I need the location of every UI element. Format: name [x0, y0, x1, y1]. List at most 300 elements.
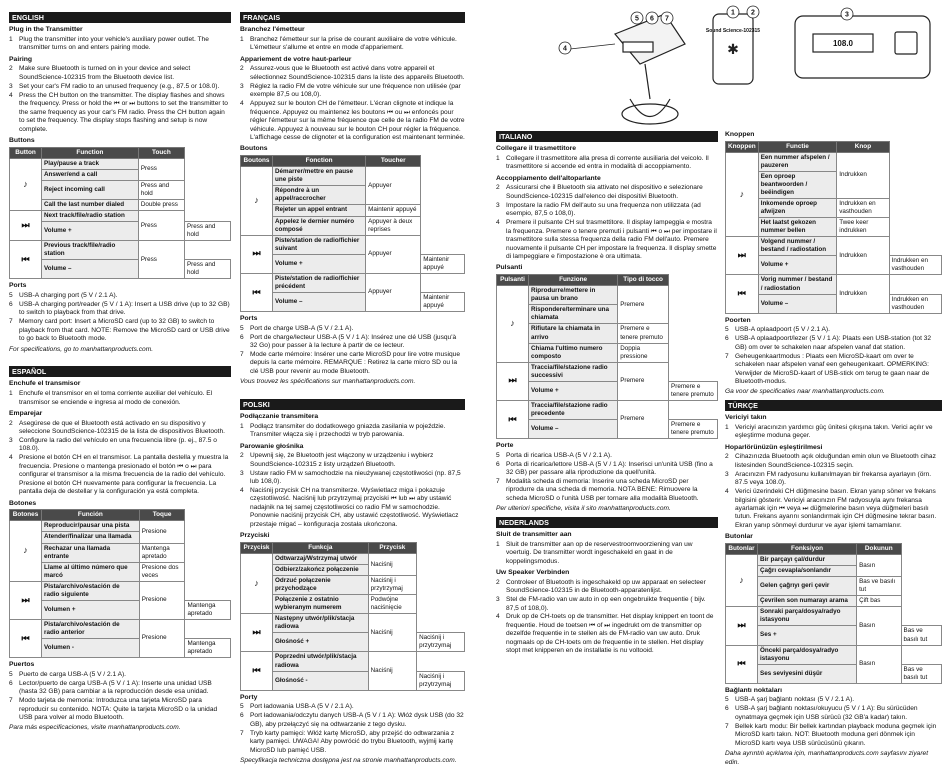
callout-5: 5	[635, 15, 639, 23]
subheading: Hoparlörünüzün eşleştirilmesi	[725, 443, 823, 451]
table-row	[10, 521, 231, 532]
callout-3: 3	[845, 11, 849, 19]
step-number: 3	[496, 596, 500, 604]
step-number: 4	[496, 613, 500, 621]
specifications-note: Specyfikacja techniczna dostępna jest na stronie manhattanproducts.com.	[240, 756, 457, 764]
step-item	[496, 579, 718, 596]
button-icon: ⏮	[497, 400, 529, 438]
table-header-row	[241, 156, 465, 167]
step-item	[240, 487, 465, 529]
table-row	[241, 186, 465, 205]
button-icon: ♪	[241, 554, 273, 614]
it.s4-steps	[496, 452, 718, 504]
table-header-cell: Boutons	[241, 156, 273, 167]
section-it	[496, 131, 718, 514]
touch-cell: Press and hold	[138, 180, 184, 199]
button-icon: ⏮	[726, 645, 758, 683]
table-header-cell: Pulsanti	[497, 275, 529, 286]
subheading: Branchez l'émetteur	[240, 26, 305, 34]
touch-cell: Basın	[857, 645, 901, 683]
step-text: Vericiyi aracınızın yardımcı güç ünitesi çıkışına takın. Verici açılır ve eşleştirme moduna geçer.	[735, 423, 933, 440]
step-number: 5	[240, 324, 244, 332]
step-item	[496, 219, 718, 261]
callout-7: 7	[665, 15, 669, 23]
touch-cell: Appuyer	[366, 167, 421, 205]
step-text: Presione el botón CH en el transmisor. La pantalla destella y muestra la frecuencia. Presione o mantenga presionado el botón ⏮ o ⏭ para configurar el transmisor a la misma frecuencia de la radio del vehículo. Presione el botón CH nuevamente para configurar la frecuencia. La pantalla deja de destellar y la configuración ya está completa.	[19, 454, 229, 496]
table-row	[497, 286, 718, 305]
function-cell: Piste/station de radio/fichier suivant	[273, 235, 366, 254]
step-text: Puerto de carga USB-A (5 V / 2.1 A).	[19, 670, 127, 678]
table-header-cell: Tipo di tocco	[618, 275, 669, 286]
step-number: 1	[240, 35, 244, 43]
function-cell: Głośność +	[273, 633, 369, 652]
step-text: Podłącz transmiter do dodatkowego gniazda zasilania w pojeździe. Transmiter włącza się i przechodzi w tryb parowania.	[250, 422, 446, 439]
touch-cell: Presione	[139, 521, 185, 543]
step-text: Bellek kartı modu: Bir bellek kartından playback moduna geçmek için MicroSD kartı takın. NOT: Bluetooth moduna geri dönmek için MicroSD kartı veya USB sürücüsünü çıkarın.	[735, 722, 937, 747]
table-row	[10, 532, 231, 543]
step-number: 7	[240, 729, 244, 737]
function-cell: Volume +	[273, 254, 366, 273]
table-row	[726, 645, 942, 664]
touch-cell: Doppia pressione	[618, 343, 669, 362]
function-cell: Rechazar una llamada entrante	[42, 543, 140, 562]
step-text: Upewnij się, że Bluetooth jest włączony w urządzeniu i wybierz SoundScience-102315 z listy urządzeń Bluetooth.	[250, 452, 434, 468]
button-icon: ⏭	[241, 235, 273, 273]
button-icon: ♪	[10, 158, 42, 210]
buttons-table	[496, 274, 718, 439]
table-header-cell: Toque	[139, 510, 185, 521]
language-header: ENGLISH	[9, 12, 231, 23]
fr.s1-steps	[240, 36, 465, 53]
step-text: Port de charge USB-A (5 V / 2.1 A).	[250, 324, 354, 332]
step-text: USB-A charging port/reader (5 V / 1 A): Insert a USB drive (up to 32 GB) to switch to playback from that drive.	[19, 301, 230, 317]
function-cell: Play/pause a track	[42, 158, 139, 169]
step-item	[496, 452, 718, 460]
subheading: Vericiyi takın	[725, 414, 767, 422]
button-icon: ⏭	[497, 362, 529, 400]
touch-cell: Presione	[139, 581, 185, 619]
touch-cell: Mantenga apretado	[185, 600, 231, 619]
table-row	[726, 664, 942, 683]
table-header-cell: Butonlar	[726, 543, 758, 554]
touch-cell: Presione dos veces	[139, 562, 185, 581]
table-row	[241, 614, 465, 633]
subheading: Porte	[496, 442, 514, 450]
table-row	[497, 381, 718, 400]
step-item	[9, 318, 231, 343]
callout-4: 4	[563, 45, 567, 53]
step-number: 1	[240, 422, 244, 430]
pl.s1-steps	[240, 423, 465, 440]
buttons-table	[725, 543, 942, 684]
table-header-row	[10, 510, 231, 521]
subheading: Parowanie głośnika	[240, 442, 304, 450]
touch-cell: Bas ve basılı tut	[857, 577, 901, 596]
subheading: Przyciski	[240, 532, 270, 540]
section-nl	[496, 517, 718, 656]
touch-cell: Indrukken	[837, 152, 889, 198]
step-item	[240, 65, 465, 82]
pl.s2-steps	[240, 452, 465, 529]
step-number: 2	[240, 452, 244, 460]
table-row	[10, 639, 231, 658]
step-item	[725, 488, 942, 530]
function-cell: Sonraki parça/dosya/radyo istasyonu	[758, 607, 857, 626]
touch-cell: Podwójne naciśnięcie	[368, 595, 416, 614]
radio-frequency-label: 108.0	[832, 39, 854, 48]
table-row	[497, 343, 718, 362]
table-row	[241, 235, 465, 254]
function-cell: Volumen -	[42, 639, 140, 658]
function-cell: Een nummer afspelen / pauzeren	[758, 152, 837, 171]
step-number: 5	[9, 670, 13, 678]
function-cell: Volume –	[42, 260, 139, 279]
touch-cell: Premere e tenere premuto	[669, 419, 718, 438]
table-header-row	[726, 543, 942, 554]
table-row	[726, 199, 942, 218]
function-cell: Volume +	[758, 256, 837, 275]
step-number: 2	[9, 65, 13, 73]
subheading: Sluit de transmitter aan	[496, 531, 572, 538]
step-number: 2	[240, 65, 244, 73]
pl.s4-steps	[240, 703, 465, 755]
table-row	[10, 581, 231, 600]
fr.s4-steps	[240, 325, 465, 377]
step-text: Make sure Bluetooth is turned on in your device and select SoundScience-102315 from the Bluetooth device list.	[19, 65, 191, 81]
language-header: ESPAÑOL	[9, 366, 231, 377]
touch-cell: Naciśnij	[368, 614, 416, 652]
nl.s2-steps	[496, 579, 718, 656]
table-row	[726, 566, 942, 577]
button-icon: ⏮	[241, 652, 273, 690]
function-cell: Volume –	[273, 292, 366, 311]
specifications-note: Per ulteriori specifiche, visita il sito manhattanproducts.com.	[496, 505, 671, 513]
buttons-table	[9, 147, 231, 280]
specifications-note: Daha ayrıntılı açıklama için, manhattanproducts.com sayfasını ziyaret edin.	[725, 750, 929, 766]
step-item	[9, 420, 231, 437]
step-item	[9, 671, 231, 679]
step-item	[725, 696, 942, 704]
function-cell: Vorig nummer / bestand / radiostation	[758, 275, 837, 294]
step-text: Premere il pulsante CH sul trasmettitore. Il display lampeggia e mostra la frequenza. Premere o tenere premuti i pulsanti ⏮ o ⏭ per impostare il trasmettitore sulla stessa frequenza della radio FM dell'auto. Premere nuovamente il pulsante CH per impostare la frequenza. Il display smette di lampeggiare e l'impostazione è ora ultimata.	[506, 219, 717, 260]
table-row	[10, 543, 231, 562]
step-text: Porta di ricarica USB-A (5 V / 2.1 A).	[506, 451, 612, 459]
step-number: 6	[240, 712, 244, 720]
step-text: Memory card port: Insert a MicroSD card (up to 32 GB) to switch to playback from that card. NOTE: Remove the MicroSD card or USB drive to go back to Bluetooth mode.	[19, 318, 230, 343]
step-item	[496, 541, 718, 566]
touch-cell: Indrukken	[837, 237, 889, 275]
specifications-note: Vous trouvez les spécifications sur manhattanproducts.com.	[240, 378, 416, 386]
table-header-cell: Funkcja	[273, 542, 369, 553]
step-item	[725, 326, 942, 334]
svg-text:✱: ✱	[727, 41, 739, 57]
function-cell: Rifiutare la chiamata in arrivo	[529, 324, 618, 343]
step-number: 6	[725, 705, 729, 713]
subheading: Boutons	[240, 145, 268, 153]
nl.s1-steps	[496, 541, 718, 566]
touch-cell: Press	[138, 158, 184, 180]
step-text: Branchez l'émetteur sur la prise de courant auxiliaire de votre véhicule. L'émetteur s'allume et entre en mode d'appariement.	[250, 35, 457, 52]
it.s1-steps	[496, 155, 718, 172]
tr.s4-steps	[725, 696, 942, 748]
function-cell: Bir parçayı çal/durdur	[758, 555, 857, 566]
step-text: Ustaw radio FM w samochodzie na nieużywanej częstotliwości (np. 87,5 lub 108,0).	[250, 469, 461, 486]
step-item	[9, 92, 231, 134]
language-header: FRANÇAIS	[240, 12, 465, 23]
touch-cell: Appuyer	[366, 273, 421, 311]
it.s2-steps	[496, 184, 718, 261]
buttons-table	[9, 509, 231, 658]
function-cell: Çağrı cevapla/sonlandır	[758, 566, 857, 577]
function-cell: Pista/archivo/estación de radio siguiente	[42, 581, 140, 600]
step-number: 6	[496, 460, 500, 468]
table-row	[10, 211, 231, 222]
touch-cell: Maintenir appuyé	[366, 205, 421, 216]
function-cell: Następny utwór/plik/stacja radiowa	[273, 614, 369, 633]
step-number: 2	[496, 184, 500, 192]
specifications-note: For specifications, go to manhattanproducts.com.	[9, 345, 154, 353]
table-row	[726, 607, 942, 626]
table-row	[497, 305, 718, 324]
step-text: USB-A charging port (5 V / 2.1 A).	[19, 292, 118, 300]
function-cell: Odtwarzaj/Wstrzymaj utwór	[273, 554, 369, 565]
step-item	[9, 437, 231, 454]
step-number: 3	[240, 82, 244, 90]
step-text: Sluit de transmitter aan op de reservestroomvoorziening van uw voertuig. De transmitter wordt ingeschakeld en gaat in de koppelingsmodus.	[506, 540, 693, 565]
buttons-table	[240, 542, 465, 691]
table-row	[726, 152, 942, 171]
table-row	[726, 237, 942, 256]
function-cell: Atender/finalizar una llamada	[42, 532, 140, 543]
table-header-cell: Fonksiyon	[758, 543, 857, 554]
function-cell: Riprodurre/mettere in pausa un brano	[529, 286, 618, 305]
table-row	[241, 671, 465, 690]
table-row	[241, 216, 465, 235]
table-header-row	[241, 542, 465, 553]
function-cell: Een oproep beantwoorden / beëindigen	[758, 171, 837, 198]
subheading: Enchufe el transmisor	[9, 380, 81, 388]
table-row	[241, 565, 465, 576]
function-cell: Appelez le dernier numéro composé	[273, 216, 366, 235]
function-cell: Odbierz/zakończ połączenie	[273, 565, 369, 576]
function-cell: Piste/station de radio/fichier précédent	[273, 273, 366, 292]
step-text: Controleer of Bluetooth is ingeschakeld op uw apparaat en selecteer SoundScience-102315 in de Bluetooth-apparatenlijst.	[506, 578, 706, 595]
function-cell: Połączenie z ostatnio wybieranym numerem	[273, 595, 369, 614]
touch-cell: Mantenga apretado	[185, 639, 231, 658]
function-cell: Call the last number dialed	[42, 200, 139, 211]
step-item	[240, 452, 465, 469]
subheading: Plug in the Transmitter	[9, 26, 83, 34]
step-number: 4	[9, 454, 13, 462]
table-row	[241, 292, 465, 311]
button-icon: ⏮	[10, 241, 42, 279]
touch-cell: Maintenir appuyé	[421, 292, 465, 311]
buttons-table	[240, 155, 465, 312]
table-row	[241, 595, 465, 614]
es.s2-steps	[9, 420, 231, 497]
table-row	[726, 626, 942, 645]
es.s1-steps	[9, 390, 231, 407]
step-number: 5	[496, 451, 500, 459]
step-item	[240, 470, 465, 487]
column-2	[240, 0, 465, 767]
table-header-cell: Button	[10, 147, 42, 158]
step-text: Porta di ricarica/lettore USB-A (5 V / 1 A): Inserisci un'unità USB (fino a 32 GB) per passare alla riproduzione da quell'unità.	[506, 460, 713, 477]
step-text: Modalità scheda di memoria: Inserire una scheda MicroSD per riprodurre da una scheda di memoria. NOTA BENE: Rimuovere la scheda MicroSD o l'unità USB per tornare alla modalità Bluetooth.	[506, 478, 699, 502]
touch-cell: Presione	[139, 619, 185, 657]
touch-cell: Premere	[618, 286, 669, 324]
function-cell: Volume +	[42, 222, 139, 241]
buttons-table	[725, 141, 942, 314]
button-icon: ⏭	[726, 607, 758, 645]
table-row	[726, 275, 942, 294]
table-row	[726, 596, 942, 607]
step-number: 6	[725, 335, 729, 343]
step-number: 7	[725, 722, 729, 730]
touch-cell: Naciśnij i przytrzymaj	[417, 633, 465, 652]
function-cell: Répondre à un appel/raccrocher	[273, 186, 366, 205]
subheading: Appariement de votre haut-parleur	[240, 55, 352, 63]
step-item	[240, 703, 465, 711]
function-cell: Ses +	[758, 626, 857, 645]
touch-cell: Appuyer à deux reprises	[366, 216, 421, 235]
subheading: Uw Speaker Verbinden	[496, 569, 570, 576]
step-text: Appuyez sur le bouton CH de l'émetteur. L'écran clignote et indique la fréquence. Appuyez ou maintenez les boutons ⏮ ou ⏭ enfoncés pour régler l'émetteur sur la même fréquence que celle de la radio FM de votre véhicule. Appuyez à nouveau sur le bouton CH pour régler la fréquence. L'affichage cesse de clignoter et la configuration est maintenant terminée.	[250, 100, 465, 141]
touch-cell: Appuyer	[366, 235, 421, 273]
callout-1: 1	[731, 9, 735, 17]
table-row	[726, 256, 942, 275]
subheading: Puertos	[9, 661, 35, 669]
step-number: 6	[9, 679, 13, 687]
touch-cell: Naciśnij	[368, 652, 416, 690]
table-row	[726, 294, 942, 313]
step-item	[496, 478, 718, 503]
step-number: 6	[240, 333, 244, 341]
step-number: 2	[496, 578, 500, 586]
table-row	[497, 362, 718, 381]
table-row	[726, 171, 942, 198]
function-cell: Gelen çağrıyı geri çevir	[758, 577, 857, 596]
step-number: 7	[240, 350, 244, 358]
touch-cell: Indrukken en vasthouden	[837, 199, 889, 218]
step-text: Press the CH button on the transmitter. The display flashes and shows the frequency. Press or hold the ⏮ or ⏭ buttons to set the transmitter to the same frequency as your car's FM radio. Press the CH button again to set the frequency. The display stops flashing and setup is now complete.	[19, 91, 228, 133]
step-text: Naciśnij przycisk CH na transmiterze. Wyświetlacz miga i pokazuje częstotliwość. Naciśnij lub przytrzymaj przyciski ⏮ lub ⏭ aby ustawić nadajnik na tej samej częstotliwości co radio FM w samochodzie. Ponownie naciśnij przycisk CH, aby ustawić częstotliwość. Wyświetlacz przestaje migać – konfiguracja została ukończona.	[250, 486, 459, 528]
touch-cell: Basın	[857, 607, 901, 645]
step-number: 3	[240, 469, 244, 477]
table-row	[10, 169, 231, 180]
step-item	[725, 353, 942, 387]
step-item	[9, 680, 231, 697]
button-icon: ⏭	[726, 237, 759, 275]
column-4	[725, 128, 942, 769]
touch-cell: Bas ve basılı tut	[901, 626, 942, 645]
step-item	[240, 712, 465, 729]
table-header-cell: Function	[42, 147, 139, 158]
step-number: 5	[240, 703, 244, 711]
table-row	[10, 180, 231, 199]
function-cell: Odrzuć połączenie przychodzące	[273, 576, 369, 595]
function-cell: Poprzedni utwór/plik/stacja radiowa	[273, 652, 369, 671]
subheading: Pairing	[9, 55, 33, 63]
step-item	[725, 471, 942, 488]
tr.s2-steps	[725, 453, 942, 530]
table-row	[10, 200, 231, 211]
table-row	[241, 652, 465, 671]
step-text: USB-A şarj bağlantı noktası (5 V / 2.1 A).	[735, 696, 855, 704]
button-icon: ⏮	[726, 275, 759, 313]
subheading: Ports	[9, 282, 27, 290]
subheading: Emparejar	[9, 409, 43, 417]
step-item	[9, 36, 231, 53]
button-icon: ⏮	[10, 619, 42, 657]
table-row	[10, 600, 231, 619]
table-row	[497, 419, 718, 438]
step-number: 3	[9, 437, 13, 444]
tr.s1-steps	[725, 424, 942, 441]
step-item	[496, 596, 718, 613]
table-row	[241, 576, 465, 595]
table-header-cell: Fonction	[273, 156, 366, 167]
step-number: 7	[9, 697, 13, 705]
function-cell: Volgend nummer / bestand / radiostation	[758, 237, 837, 256]
table-row	[241, 205, 465, 216]
fr.s2-steps	[240, 65, 465, 142]
function-cell: Volumen +	[42, 600, 140, 619]
function-cell: Het laatst gekozen nummer bellen	[758, 218, 837, 237]
en.s1-steps	[9, 36, 231, 53]
en.s4-steps	[9, 292, 231, 344]
table-row	[241, 167, 465, 186]
touch-cell: Indrukken	[837, 275, 889, 313]
touch-cell: Mantenga apretado	[139, 543, 185, 562]
table-row	[726, 577, 942, 596]
en.s2-steps	[9, 65, 231, 134]
function-cell: Ses seviyesini düşür	[758, 664, 857, 683]
subheading: Podłączanie transmitera	[240, 412, 319, 420]
table-header-cell: Przycisk	[368, 542, 416, 553]
table-row	[10, 158, 231, 169]
subheading: Ports	[240, 314, 258, 322]
table-row	[497, 324, 718, 343]
subheading: Botones	[9, 499, 37, 507]
section-en	[9, 12, 231, 354]
language-header: ITALIANO	[496, 131, 718, 142]
function-cell: Volume +	[529, 381, 618, 400]
subheading: Poorten	[725, 316, 751, 324]
step-text: Réglez la radio FM de votre véhicule sur une fréquence non utilisée (par exemple 87,5 ou 108,0).	[250, 82, 461, 99]
touch-cell: Bas ve basılı tut	[901, 664, 942, 683]
table-header-row	[497, 275, 718, 286]
step-number: 1	[9, 390, 13, 398]
step-text: Enchufe el transmisor en el toma corriente auxiliar del vehículo. El transmisor se enciende e ingresa al modo de conexión.	[19, 390, 213, 406]
subheading: Bağlantı noktaları	[725, 686, 783, 694]
step-item	[240, 334, 465, 351]
step-text: Assicurarsi che il Bluetooth sia attivato nel dispositivo e selezionare SoundScience-102315 dall'elenco dei dispositivi Bluetooth.	[506, 184, 703, 200]
table-row	[10, 241, 231, 260]
step-item	[496, 184, 718, 201]
step-item	[496, 202, 718, 219]
es.s4-steps	[9, 671, 231, 723]
step-item	[9, 292, 231, 300]
table-row	[241, 554, 465, 565]
step-number: 3	[725, 470, 729, 478]
step-text: Port ładowania USB-A (5 V / 2.1 A).	[250, 703, 354, 711]
button-icon: ♪	[726, 555, 758, 607]
step-item	[496, 613, 718, 655]
table-header-cell: Knop	[837, 141, 889, 152]
table-row	[726, 555, 942, 566]
table-row	[10, 619, 231, 638]
